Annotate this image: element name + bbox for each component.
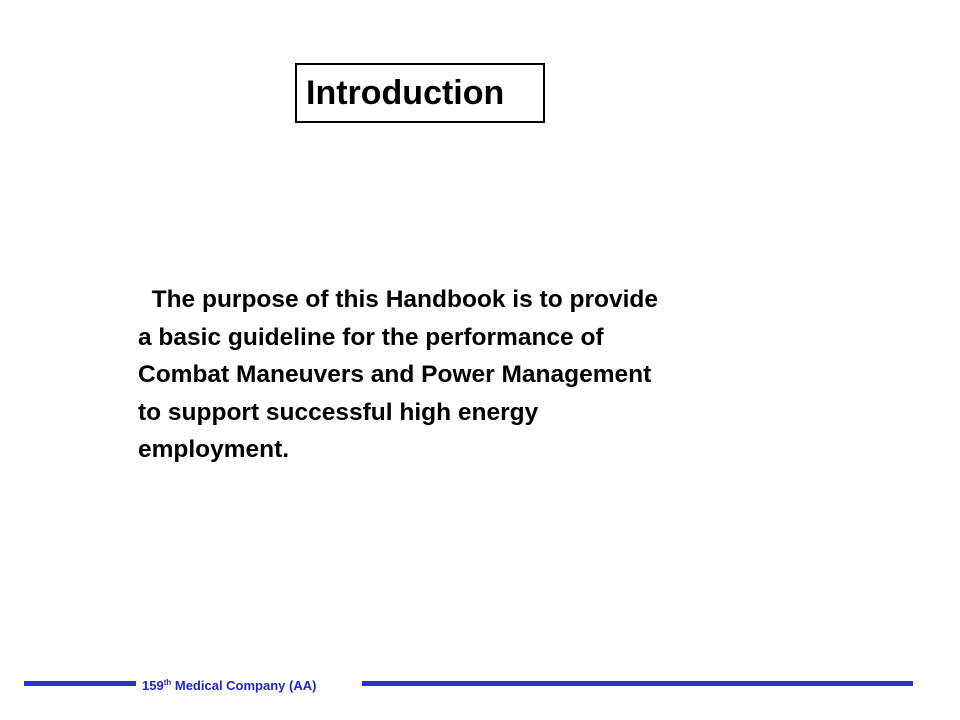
slide-body-text: The purpose of this Handbook is to provide a basic guideline for the performance of Combat Maneuvers and Power Management to support successful high energy employment. bbox=[138, 286, 658, 463]
footer-label bbox=[142, 678, 316, 694]
slide-footer bbox=[0, 674, 960, 696]
footer-unit-name: Medical Company (AA) bbox=[171, 678, 317, 693]
footer-bar-right bbox=[362, 681, 913, 686]
footer-unit-number: 159 bbox=[142, 678, 164, 693]
title-box bbox=[295, 63, 545, 123]
slide-title: Introduction bbox=[306, 74, 505, 112]
footer-ordinal-suffix: th bbox=[163, 678, 172, 687]
footer-bar-left bbox=[24, 681, 136, 686]
